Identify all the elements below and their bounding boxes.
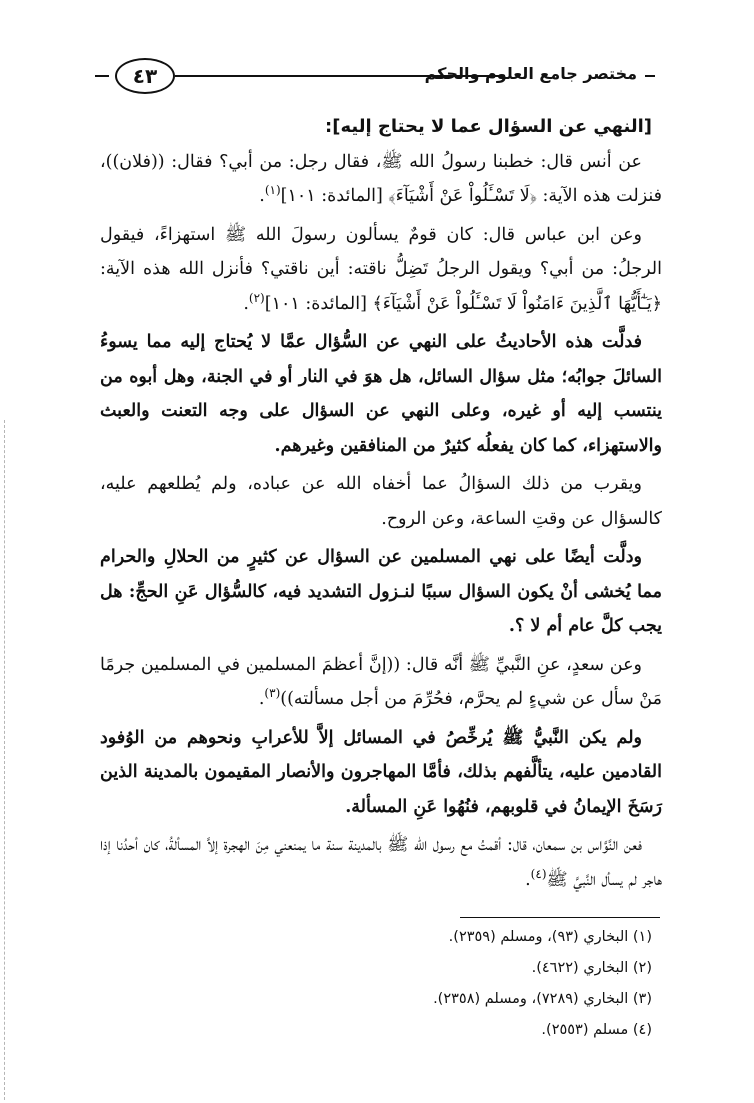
margin-guide [4, 420, 7, 1100]
footnote-2: (٢) البخاري (٤٦٢٢). [531, 960, 652, 976]
paragraph-2: وعن ابن عباس قال: كان قومٌ يسألون رسولَ الله ﷺ استهزاءً، فيقول الرجلُ: من أبي؟ ويقول الرجلُ تَضِلُّ ناقته: أين ناقتي؟ فأنزل الله هذه الآية: ﴿يَـٰٓأَيُّهَا ٱلَّذِينَ ءَامَنُواْ لَا تَسْـَٔلُواْ عَنْ أَشْيَآءَ﴾ [المائدة: ١٠١]$^{(٢)}$. [100, 224, 662, 314]
paragraph-8-text: فعن النَّوَّاس بن سمعان، قال: أقمتُ مع رسول الله ﷺ بالمدينة سنة ما يمنعني مِنَ الهجرة إلاَّ المسألةُ، كان أحدُنا إذا هاجر لم يسأل النَّبيَّ ﷺ [100, 835, 662, 890]
book-title: مختصر جامع العلوم والحكم [424, 64, 637, 83]
paragraph-3: فدلَّت هذه الأحاديثُ على النهي عن السُّؤال عمَّا لا يُحتاج إليه مما يسوءُ السائلَ جوابُه؛ مثل سؤال السائل، هل هوَ في النار أو في الجنة، وهل أبوه من ينتسب إليه أو غيره، وعلى النهي عن السؤال على وجه التعنت والعبث والاستهزاء، كما كان يفعلُه كثيرٌ من المنافقين وغيرهم. [100, 332, 662, 456]
paragraph-7: ولم يكن النَّبيُّ ﷺ يُرخِّصُ في المسائل إلاَّ للأعرابِ ونحوهم من الوُفود القادمين عليه، يتألَّفهم بذلك، فأمَّا المهاجرون والأنصار المقيمون بالمدينة الذين رَسَخَ الإيمانُ في قلوبهم، فنُهُوا عَنِ المسألة. [100, 727, 662, 817]
footnote-separator [460, 917, 660, 918]
footnote-1: (١) البخاري (٩٣)، ومسلم (٢٣٥٩). [448, 929, 652, 945]
footnote-mark-3: (٣) [264, 686, 281, 701]
section-heading: [النهي عن السؤال عما لا يحتاج إليه]: [325, 116, 652, 137]
footnote-3: (٣) البخاري (٧٢٨٩)، ومسلم (٢٣٥٨). [433, 991, 652, 1007]
footnote-mark-4: (٤) [530, 866, 547, 881]
paragraph-5: ودلَّت أيضًا على نهي المسلمين عن السؤال عن كثيرٍ من الحلالِ والحرام مما يُخشى أنْ يكون السؤال سببًا لنـزول التشديد فيه، كالسُّؤال عَنِ الحجِّ: هل يجب كلَّ عام أم لا ؟. [100, 547, 662, 636]
header-dash-left [95, 75, 109, 77]
paragraph-1-text: عن أنس قال: خطبنا رسولُ الله ﷺ، فقال رجل: من أبي؟ فقال: ((فلان))، فنزلت هذه الآية: ﴿لَا تَسْـَٔلُواْ عَنْ أَشْيَآءَ﴾ [المائدة: ١٠١] [100, 151, 662, 206]
page-number: ٤٣ [115, 58, 175, 94]
paragraph-4: ويقرب من ذلك السؤالُ عما أخفاه الله عن عباده، ولم يُطلعهم عليه، كالسؤال عن وقتِ الساعة، وعن الروح. [100, 474, 662, 529]
footnote-mark-2: (٢) [248, 290, 265, 305]
footnote-4: (٤) مسلم (٢٥٥٣). [541, 1022, 652, 1038]
paragraph-8: فعن النَّوَّاس بن سمعان، قال: أقمتُ مع رسول الله ﷺ بالمدينة سنة ما يمنعني مِنَ الهجرة إلاَّ المسألةُ، كان أحدُنا إذا هاجر لم يسأل النَّبيَّ ﷺ$^{(٤)}$. [100, 835, 662, 890]
paragraph-2-text: وعن ابن عباس قال: كان قومٌ يسألون رسولَ الله ﷺ استهزاءً، فيقول الرجلُ: من أبي؟ ويقول الرجلُ تَضِلُّ ناقته: أين ناقتي؟ فأنزل الله هذه الآية: ﴿يَـٰٓأَيُّهَا ٱلَّذِينَ ءَامَنُواْ لَا تَسْـَٔلُواْ عَنْ أَشْيَآءَ﴾ [المائدة: ١٠١] [100, 224, 662, 314]
page-header [95, 58, 655, 94]
paragraph-1: عن أنس قال: خطبنا رسولُ الله ﷺ، فقال رجل: من أبي؟ فقال: ((فلان))، فنزلت هذه الآية: ﴿لَا تَسْـَٔلُواْ عَنْ أَشْيَآءَ﴾ [المائدة: ١٠١]$^{(١)}$. [100, 151, 662, 206]
header-dash-right [645, 75, 655, 77]
footnote-mark-1: (١) [264, 183, 281, 198]
footnotes [100, 922, 660, 1046]
paragraph-6: وعن سعدٍ، عنِ النَّبيِّ ﷺ أنَّه قال: ((إنَّ أعظمَ المسلمين في المسلمين جرمًا مَنْ سأل عن شيءٍ لم يحرَّم، فحُرِّمَ من أجل مسألته))$^{(٣)}$. [100, 654, 662, 709]
paragraph-6-text: وعن سعدٍ، عنِ النَّبيِّ ﷺ أنَّه قال: ((إنَّ أعظمَ المسلمين في المسلمين جرمًا مَنْ سأل عن شيءٍ لم يحرَّم، فحُرِّمَ من أجل مسألته)) [100, 654, 662, 709]
main-text [100, 110, 662, 897]
